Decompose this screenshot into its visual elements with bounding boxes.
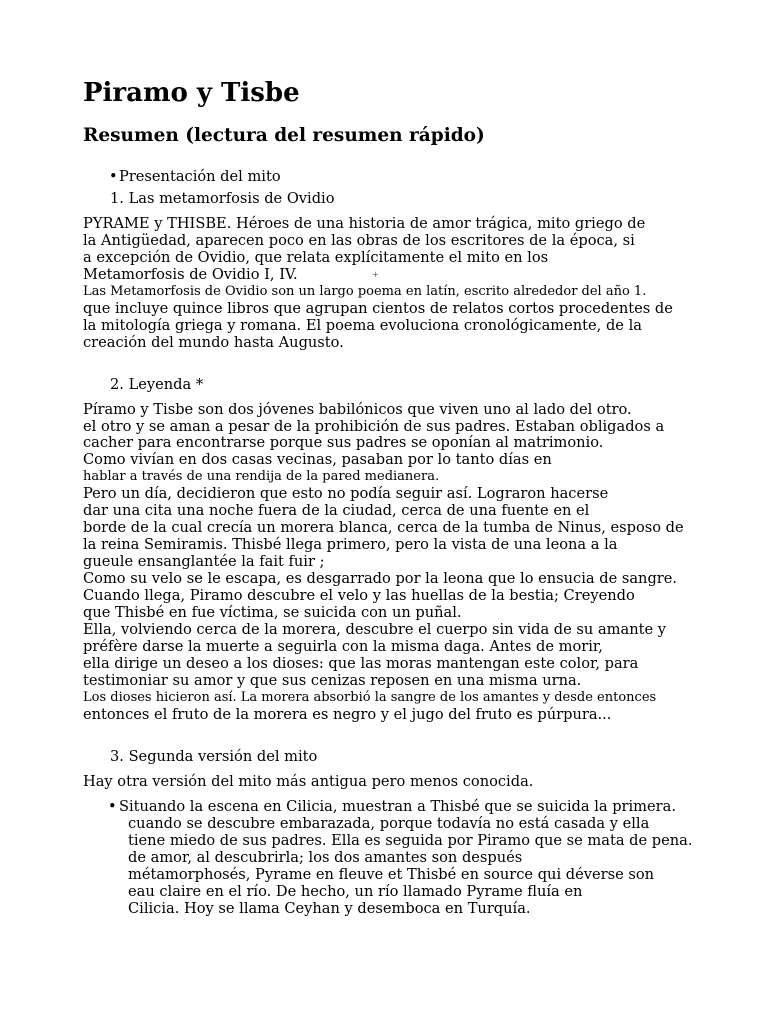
legend-line: préfère darse la muerte a seguirla con la misma daga. Antes de morir, [83, 638, 603, 655]
intro-line: Las Metamorfosis de Ovidio son un largo poema en latín, escrito alrededor del año 1. [83, 284, 647, 299]
toc-item-1: 1. Las metamorfosis de Ovidio [110, 190, 335, 207]
intro-line: creación del mundo hasta Augusto. [83, 334, 344, 351]
page-title: Piramo y Tisbe [83, 78, 300, 108]
section-heading-legend: 2. Leyenda * [110, 376, 204, 393]
legend-line: testimoniar su amor y que sus cenizas reposen en una misma urna. [83, 672, 582, 689]
legend-line: Píramo y Tisbe son dos jóvenes babilónicos que viven uno al lado del otro. [83, 401, 632, 418]
legend-line: entonces el fruto de la morera es negro y el jugo del fruto es púrpura... [83, 706, 612, 723]
legend-line: la reina Semiramis. Thisbé llega primero, pero la vista de una leona a la [83, 536, 618, 553]
toc-bullet-item: Presentación del mito [119, 168, 281, 185]
legend-line: Como su velo se le escapa, es desgarrado por la leona que lo ensucia de sangre. [83, 570, 678, 587]
bullet-symbol: • [109, 168, 118, 185]
mark-symbol: + [372, 270, 379, 279]
version-line: Situando la escena en Cilicia, muestran a Thisbé que se suicida la primera. [119, 798, 676, 815]
section3-intro: Hay otra versión del mito más antigua pero menos conocida. [83, 773, 534, 790]
legend-line: Cuando llega, Piramo descubre el velo y las huellas de la bestia; Creyendo [83, 587, 635, 604]
version-line: eau claire en el río. De hecho, un río llamado Pyrame fluía en [128, 883, 583, 900]
legend-line: que Thisbé en fue víctima, se suicida con un puñal. [83, 604, 462, 621]
intro-line: a excepción de Ovidio, que relata explícitamente el mito en los [83, 249, 549, 266]
legend-line: gueule ensanglantée la fait fuir ; [83, 553, 325, 570]
version-line: cuando se descubre embarazada, porque todavía no está casada y ella [128, 815, 650, 832]
intro-line: la Antigüedad, aparecen poco en las obras de los escritores de la época, si [83, 232, 635, 249]
section-heading-second-version: 3. Segunda versión del mito [110, 748, 318, 765]
intro-line: PYRAME y THISBE. Héroes de una historia de amor trágica, mito griego de [83, 215, 646, 232]
legend-line: Ella, volviendo cerca de la morera, descubre el cuerpo sin vida de su amante y [83, 621, 666, 638]
version-line: de amor, al descubrirla; los dos amantes son después [128, 849, 523, 866]
legend-line: borde de la cual crecía un morera blanca, cerca de la tumba de Ninus, esposo de [83, 519, 684, 536]
legend-line: Pero un día, decidieron que esto no podía seguir así. Lograron hacerse [83, 485, 609, 502]
intro-line: la mitología griega y romana. El poema evoluciona cronológicamente, de la [83, 317, 642, 334]
legend-line: el otro y se aman a pesar de la prohibición de sus padres. Estaban obligados a [83, 418, 665, 435]
version-line: métamorphosés, Pyrame en fleuve et Thisbé en source qui déverse son [128, 866, 655, 883]
version-line: tiene miedo de sus padres. Ella es seguida por Piramo que se mata de pena. [128, 832, 693, 849]
legend-line: ella dirige un deseo a los dioses: que las moras mantengan este color, para [83, 655, 639, 672]
intro-line: Metamorfosis de Ovidio I, IV. [83, 266, 298, 283]
page-subtitle: Resumen (lectura del resumen rápido) [83, 125, 485, 146]
legend-line: dar una cita una noche fuera de la ciudad, cerca de una fuente en el [83, 502, 590, 519]
bullet-symbol: • [108, 798, 117, 815]
legend-line: cacher para encontrarse porque sus padres se oponían al matrimonio. [83, 434, 604, 451]
legend-line: Como vivían en dos casas vecinas, pasaban por lo tanto días en [83, 451, 552, 468]
intro-line: que incluye quince libros que agrupan cientos de relatos cortos procedentes de [83, 300, 673, 317]
legend-line: Los dioses hicieron así. La morera absorbió la sangre de los amantes y desde entonces [83, 690, 657, 705]
version-line: Cilicia. Hoy se llama Ceyhan y desemboca en Turquía. [128, 900, 531, 917]
legend-line: hablar a través de una rendija de la pared medianera. [83, 469, 440, 484]
